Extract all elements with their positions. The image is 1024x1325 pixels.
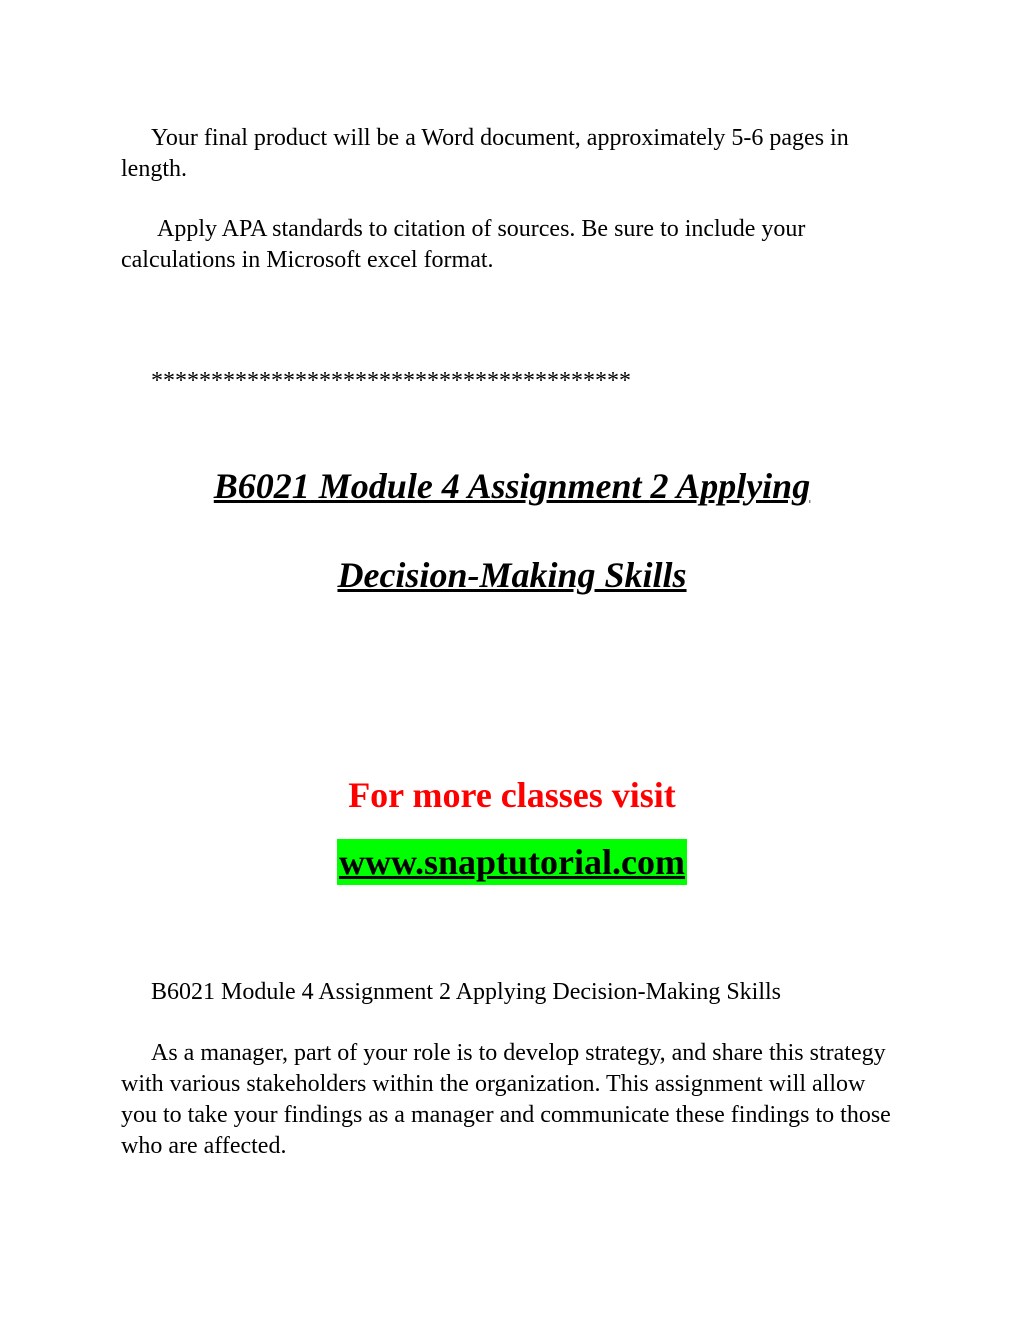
asterisk-separator: **************************************** xyxy=(151,368,631,394)
promo-link-container xyxy=(0,839,1024,885)
paragraph-manager-role xyxy=(121,1038,901,1162)
promo-heading: For more classes visit xyxy=(348,775,676,815)
paragraph-final-product-text: Your final product will be a Word document, approximately 5-6 pages in length. xyxy=(121,125,849,182)
subtitle-paragraph xyxy=(121,977,911,1008)
snaptutorial-link[interactable]: www.snaptutorial.com xyxy=(337,839,687,885)
paragraph-manager-role-text: As a manager, part of your role is to develop strategy, and share this strategy with various stakeholders within the organization. This assignment will allow you to take your findings as a manager and communicate these findings to those who are affected. xyxy=(121,1040,891,1159)
title-line-1: B6021 Module 4 Assignment 2 Applying xyxy=(213,466,811,506)
paragraph-apa-standards-text: Apply APA standards to citation of sources. Be sure to include your calculations in Microsoft excel format. xyxy=(121,216,806,273)
paragraph-final-product xyxy=(121,123,911,185)
paragraph-apa-standards xyxy=(121,214,911,276)
subtitle-text: B6021 Module 4 Assignment 2 Applying Decision-Making Skills xyxy=(151,979,782,1005)
title-line-2: Decision-Making Skills xyxy=(337,555,687,595)
